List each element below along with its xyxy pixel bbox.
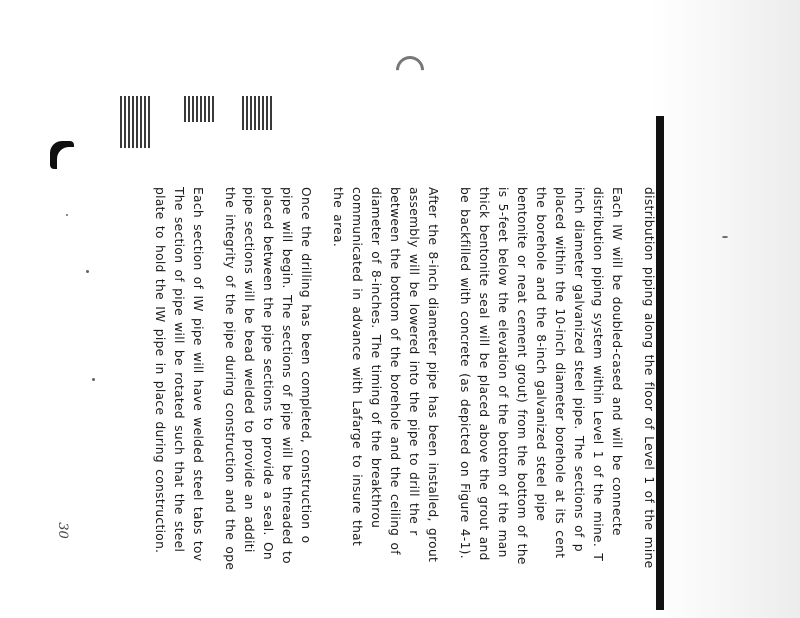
paragraph [220, 187, 315, 605]
text-line: pipe sections will be bead welded to provide an additi [242, 187, 256, 553]
bleed-through-mark [184, 96, 214, 122]
text-line: Each section of IW pipe will have welded steel tabs tov [191, 187, 205, 562]
text-line: diameter of 8-inches. The timing of the breakthrou [369, 187, 383, 529]
paragraph [150, 187, 207, 605]
text-line: placed within the 10-inch diameter borehole at its cent [553, 187, 567, 559]
text-line: between the bottom of the borehole and the ceiling of [388, 187, 402, 555]
scan-speck [722, 236, 728, 238]
scan-speck [86, 270, 89, 273]
paragraph-gap [315, 187, 328, 605]
paragraph-gap [442, 187, 455, 605]
document-body [114, 187, 658, 605]
bleed-through-mark [242, 96, 272, 130]
paragraph [328, 187, 442, 605]
bleed-through-mark [120, 96, 152, 148]
paragraph-gap [207, 187, 220, 605]
text-line: After the 8-inch diameter pipe has been installed, grout [426, 187, 440, 563]
page-number [52, 512, 72, 548]
rotated-text-column [114, 187, 658, 605]
text-line: assembly will be lowered into the pipe to drill the r [407, 187, 421, 536]
text-line: pipe will begin. The sections of pipe will be threaded to [280, 187, 294, 564]
scan-speck [66, 214, 68, 216]
text-line: plate to hold the IW pipe in place during construction. [153, 187, 167, 554]
text-line: the integrity of the pipe during construction and the ope [223, 187, 237, 571]
paragraph [639, 187, 658, 605]
paragraph [455, 187, 626, 605]
scan-speck [92, 378, 95, 381]
staple-mark [390, 50, 430, 90]
text-line: The section of pipe will be rotated such that the steel [172, 187, 186, 553]
text-line: bentonite or neat cement grout) from the bottom of the [515, 187, 529, 565]
text-line: distribution piping system within Level 1 of the mine. T [591, 187, 605, 562]
text-line: Once the drilling has been completed, construction o [299, 187, 313, 544]
text-line: thick bentonite seal will be placed above the grout and [477, 187, 491, 561]
binder-hole-mark [50, 141, 74, 169]
text-line: the borehole and the 8-inch galvanized steel pipe [534, 187, 548, 522]
text-line: inch diameter galvanized steel pipe. The sections of p [572, 187, 586, 552]
text-line: the area. [331, 187, 345, 248]
text-line: be backfilled with concrete (as depicted on Figure 4-1). [458, 187, 472, 559]
text-line: communicated in advance with Lafarge to insure that [350, 187, 364, 547]
text-line: Each IW will be doubled-cased and will be connecte [610, 187, 624, 536]
text-line: placed between the pipe sections to provide a seal. On [261, 187, 275, 560]
text-line: distribution piping along the floor of Level 1 of the mine [642, 187, 656, 569]
paragraph-gap [626, 187, 639, 605]
scan-shadow-edge [650, 0, 800, 618]
text-line: is 5-feet below the elevation of the bottom of the man [496, 187, 510, 558]
page-number-text: 30 [54, 521, 70, 539]
